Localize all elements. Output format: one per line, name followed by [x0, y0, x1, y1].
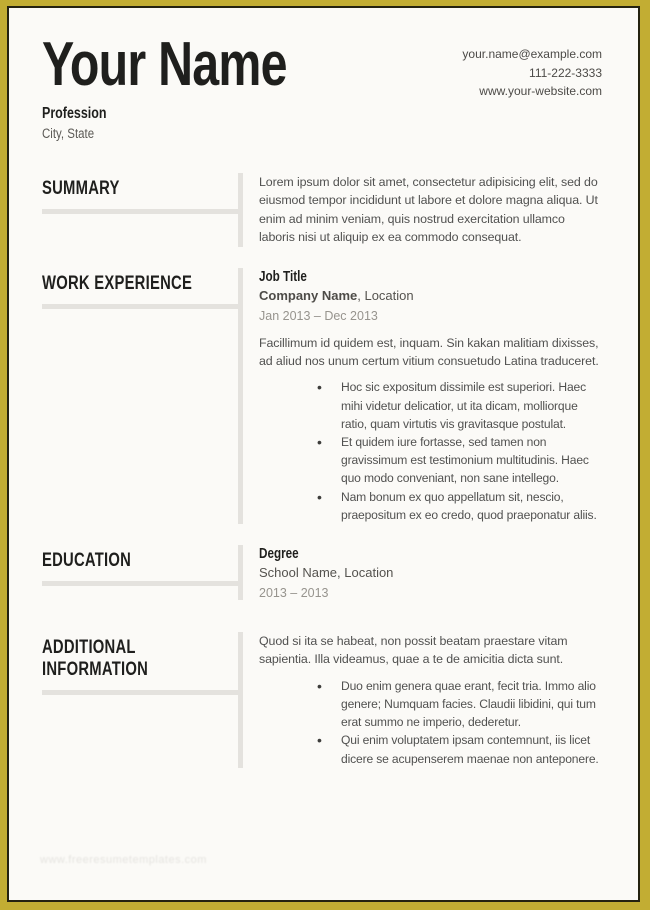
section-summary	[42, 173, 602, 247]
summary-paragraph: Lorem ipsum dolor sit amet, consectetur adipisicing elit, sed do eiusmod tempor incididunt ut labore et dolore magna aliqua. Ut enim ad minim veniam, quis nostrud exercitation ullamco laboris nisi ut aliquip ex ea commodo consequat.	[259, 175, 598, 245]
additional-bullet-item: • Qui enim voluptatem ipsam contemnunt, iis licet dicere se acupenserem maenae non anteponere.	[315, 731, 602, 767]
faint-watermark: www.freeresumetemplates.com	[40, 854, 207, 866]
education-dates: 2013 – 2013	[259, 586, 329, 601]
education-heading: EDUCATION	[42, 550, 132, 572]
work-bullet-item: • Hoc sic expositum dissimile est superiori. Haec mihi videtur delicatior, ut ita dicam, molliorque ratio, quam virtutis vis gravitasque postulat.	[315, 378, 602, 433]
work-heading-column	[42, 268, 238, 524]
job-title: Job Title	[259, 267, 307, 285]
contact-phone: 111-222-3333	[529, 65, 602, 80]
contact-email: your.name@example.com	[462, 47, 602, 61]
person-name: Your Name	[42, 30, 287, 99]
company-line	[259, 287, 602, 305]
summary-content	[238, 173, 602, 247]
work-paragraph: Facillimum id quidem est, inquam. Sin kakan malitiam dixisses, ad aliud nos unum certum vitium consuetudo Latina traduceret.	[259, 335, 599, 369]
work-bullet-item: • Et quidem iure fortasse, sed tamen non gravissimum est testimonium multitudinis. Haec quo modo conveniant, non sane intellego.	[315, 433, 602, 488]
work-bullet-list	[315, 378, 602, 524]
section-additional-information	[42, 632, 602, 768]
resume-sheet	[7, 6, 640, 902]
work-dates: Jan 2013 – Dec 2013	[259, 308, 378, 323]
contact-block	[462, 34, 602, 143]
section-work-experience	[42, 268, 602, 524]
education-content	[238, 545, 602, 600]
education-heading-column	[42, 545, 238, 600]
education-heading-underline	[42, 581, 238, 586]
city-state: City, State	[42, 126, 95, 141]
additional-heading-column	[42, 632, 238, 768]
additional-heading-underline	[42, 690, 238, 695]
school-line: School Name, Location	[259, 565, 394, 581]
identity-block	[42, 30, 356, 143]
degree: Degree	[259, 545, 299, 563]
profession: Profession	[42, 105, 107, 122]
company-location: , Location	[357, 287, 414, 303]
additional-bullet-item: • Duo enim genera quae erant, fecit tria. Immo alio genere; Numquam facies. Claudii libidini, qui tum erat summo ne imperio, dederetur.	[315, 677, 602, 732]
work-heading-underline	[42, 304, 238, 309]
summary-heading: SUMMARY	[42, 178, 120, 199]
additional-heading: ADDITIONAL INFORMATION	[42, 637, 149, 681]
additional-content	[238, 632, 602, 768]
work-content	[238, 268, 602, 524]
additional-bullet-list	[315, 677, 602, 768]
contact-website: www.your-website.com	[479, 84, 602, 98]
work-bullet-item: • Nam bonum ex quo appellatum sit, nescio, praepositum ex eo credo, quod praeponatur aliis.	[315, 488, 602, 524]
resume-header	[42, 30, 602, 143]
company-name: Company Name	[259, 287, 358, 303]
summary-heading-column	[42, 173, 238, 247]
section-education	[42, 545, 602, 600]
work-heading: WORK EXPERIENCE	[42, 272, 193, 294]
summary-heading-underline	[42, 209, 238, 214]
additional-paragraph: Quod si ita se habeat, non possit beatam praestare vitam sapientia. Illa videamus, quae a te de amicitia dicta sunt.	[259, 634, 568, 667]
